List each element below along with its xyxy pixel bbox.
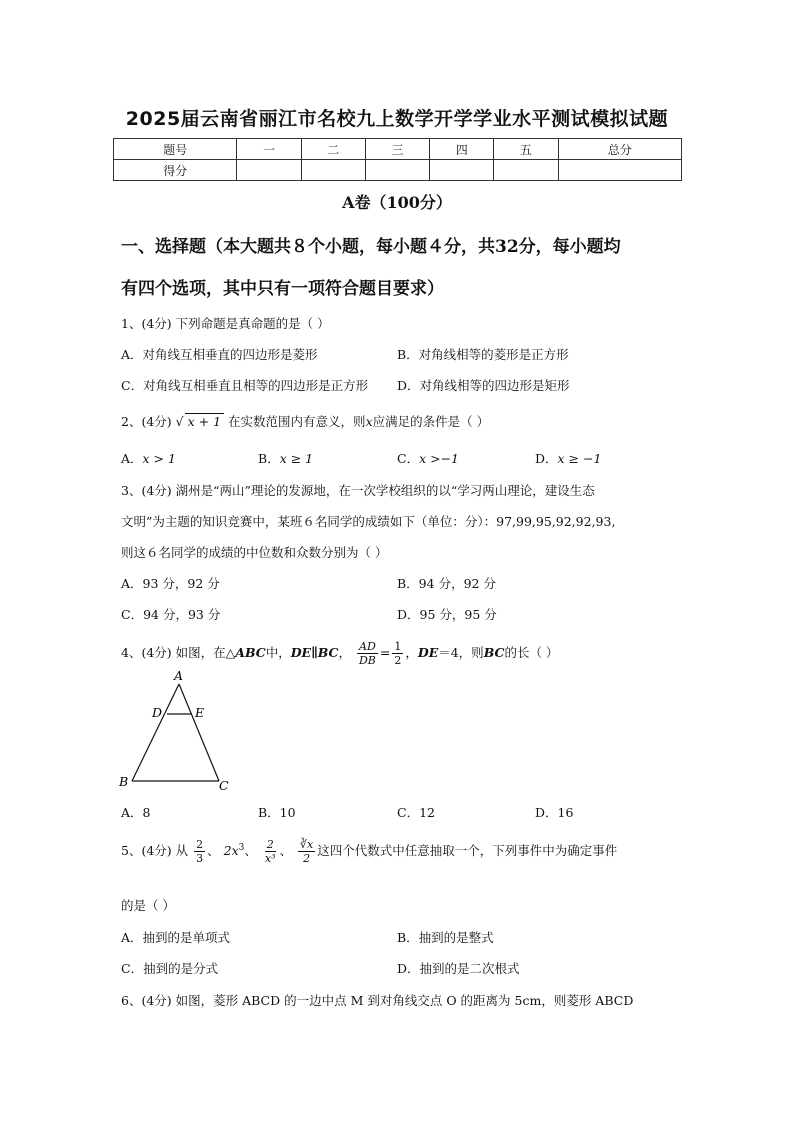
fraction-numerator: AD — [359, 640, 376, 653]
exam-title: 2025届云南省丽江市名校九上数学开学学业水平测试模拟试题 — [125, 108, 669, 130]
question-3-option-b: B．94 分，92 分 — [397, 576, 496, 591]
fraction-denominator: 3 — [196, 852, 204, 865]
q4-text: ， — [338, 645, 351, 660]
fraction-numerator: 1 — [394, 640, 402, 653]
vertex-label-d: D — [152, 705, 163, 720]
fraction-denominator: 2 — [394, 654, 402, 667]
score-input-cell — [494, 160, 558, 181]
q5-separator: 、 — [244, 843, 257, 858]
question-1-stem: 1、(4分) 下列命题是真命题的是（ ） — [121, 316, 330, 331]
q5-fraction-3 — [263, 838, 278, 865]
question-4-option-a: A．8 — [121, 805, 151, 820]
question-2-option-c — [397, 449, 459, 467]
question-1-option-b: B．对角线相等的菱形是正方形 — [397, 347, 569, 362]
q4-text: ， — [405, 645, 418, 660]
score-cell: 二 — [301, 139, 365, 160]
question-3-line1: 3、(4分) 湖州是“两山”理论的发源地，在一次学校组织的以“学习两山理论，建设生态 — [121, 483, 595, 498]
option-label: D． — [535, 451, 558, 466]
triangle-figure — [115, 668, 240, 796]
score-input-cell — [237, 160, 301, 181]
option-expr: x > 1 — [142, 451, 176, 466]
question-4-option-d: D．16 — [535, 805, 574, 820]
q2-tail: 应满足的条件是（ ） — [372, 414, 490, 429]
q5-prefix: 5、(4分) 从 — [121, 843, 189, 858]
score-cell: 四 — [430, 139, 494, 160]
q2-prefix: 2、(4分) — [121, 414, 172, 429]
q4-triangle: ABC — [235, 645, 266, 660]
option-label: B． — [258, 451, 280, 466]
q4-half-fraction — [392, 640, 403, 667]
score-table — [113, 138, 682, 181]
question-4-stem — [121, 640, 558, 667]
q4-parallel: DE∥BC — [290, 645, 339, 660]
question-4-option-c: C．12 — [397, 805, 435, 820]
question-2-stem — [121, 412, 489, 430]
score-cell: 题号 — [114, 139, 237, 160]
fraction-denominator: x³ — [264, 852, 276, 865]
question-3-option-a: A．93 分，92 分 — [121, 576, 220, 591]
section-heading-line1: 一、选择题（本大题共８个小题，每小题４分，共32分，每小题均 — [121, 237, 621, 257]
question-3-option-c: C．94 分，93 分 — [121, 607, 221, 622]
score-input-cell — [365, 160, 429, 181]
side-ac — [179, 684, 219, 781]
score-input-cell — [430, 160, 494, 181]
question-2-option-a — [121, 449, 176, 467]
question-5-line2: 的是（ ） — [121, 898, 175, 913]
q2-radicand: x + 1 — [185, 413, 224, 429]
question-4-option-b: B．10 — [258, 805, 296, 820]
question-2-option-d — [535, 449, 601, 467]
q4-bc: BC — [483, 645, 505, 660]
side-ab — [132, 684, 179, 781]
score-cell: 得分 — [114, 160, 237, 181]
score-input-cell — [301, 160, 365, 181]
question-1-option-d: D．对角线相等的四边形是矩形 — [397, 378, 570, 393]
question-5-option-c: C．抽到的是分式 — [121, 961, 219, 976]
question-3-line3: 则这６名同学的成绩的中位数和众数分别为（ ） — [121, 545, 388, 560]
question-1-option-a: A．对角线互相垂直的四边形是菱形 — [121, 347, 318, 362]
score-table-header-row — [114, 139, 682, 160]
fraction-denominator: 2 — [303, 852, 311, 865]
question-6-line1: 6、(4分) 如图，菱形 ABCD 的一边中点 M 到对角线交点 O 的距离为 5cm，则菱形 ABCD — [121, 993, 634, 1008]
question-5-option-b: B．抽到的是整式 — [397, 930, 494, 945]
q5-term-2: 2x — [223, 843, 239, 858]
q4-tail: 的长（ ） — [504, 645, 559, 660]
q4-equals: = — [379, 645, 391, 660]
fraction-numerator: 2 — [266, 838, 274, 851]
question-2-option-b — [258, 449, 313, 467]
score-input-cell — [558, 160, 681, 181]
question-5-stem — [121, 838, 617, 865]
q5-term-2-exponent: 3 — [238, 842, 245, 853]
volume-heading: A卷（100分） — [342, 193, 452, 212]
q5-separator: 、 — [207, 843, 220, 858]
q4-prefix: 4、(4分) 如图，在△ — [121, 645, 236, 660]
score-cell: 一 — [237, 139, 301, 160]
question-3-option-d: D．95 分，95 分 — [397, 607, 497, 622]
option-label: A． — [121, 451, 143, 466]
vertex-label-c: C — [219, 778, 229, 793]
vertex-label-a: A — [174, 668, 184, 683]
question-5-option-a: A．抽到的是单项式 — [121, 930, 231, 945]
vertex-label-b: B — [119, 774, 129, 789]
q4-text: ＝4，则 — [438, 645, 484, 660]
q5-fraction-1 — [194, 838, 205, 865]
fraction-denominator: DB — [358, 654, 376, 667]
q5-fraction-4 — [298, 838, 315, 865]
option-expr: x ≥ 1 — [279, 451, 314, 466]
score-table-score-row — [114, 160, 682, 181]
option-expr: x ≥ −1 — [557, 451, 602, 466]
score-cell: 五 — [494, 139, 558, 160]
q2-var: x — [365, 414, 373, 429]
sqrt-sign: √ — [175, 414, 184, 429]
option-label: C． — [397, 451, 420, 466]
fraction-numerator: 2 — [196, 838, 204, 851]
section-heading-line2: 有四个选项，其中只有一项符合题目要求） — [121, 279, 444, 299]
score-cell: 总分 — [558, 139, 681, 160]
q2-mid: 在实数范围内有意义，则 — [228, 414, 366, 429]
question-1-option-c: C．对角线互相垂直且相等的四边形是正方形 — [121, 378, 369, 393]
q4-ratio-fraction — [357, 640, 378, 667]
q5-separator: 、 — [279, 843, 293, 858]
question-5-option-d: D．抽到的是二次根式 — [397, 961, 520, 976]
fraction-numerator: ∛x — [300, 838, 314, 851]
vertex-label-e: E — [195, 705, 205, 720]
q4-text: 中， — [265, 645, 291, 660]
option-expr: x >−1 — [419, 451, 460, 466]
q4-de: DE — [417, 645, 439, 660]
score-cell: 三 — [365, 139, 429, 160]
q5-tail: 这四个代数式中任意抽取一个，下列事件中为确定事件 — [317, 843, 618, 858]
question-3-line2: 文明”为主题的知识竞赛中，某班６名同学的成绩如下（单位：分）：97,99,95,92,92,93, — [121, 514, 616, 529]
